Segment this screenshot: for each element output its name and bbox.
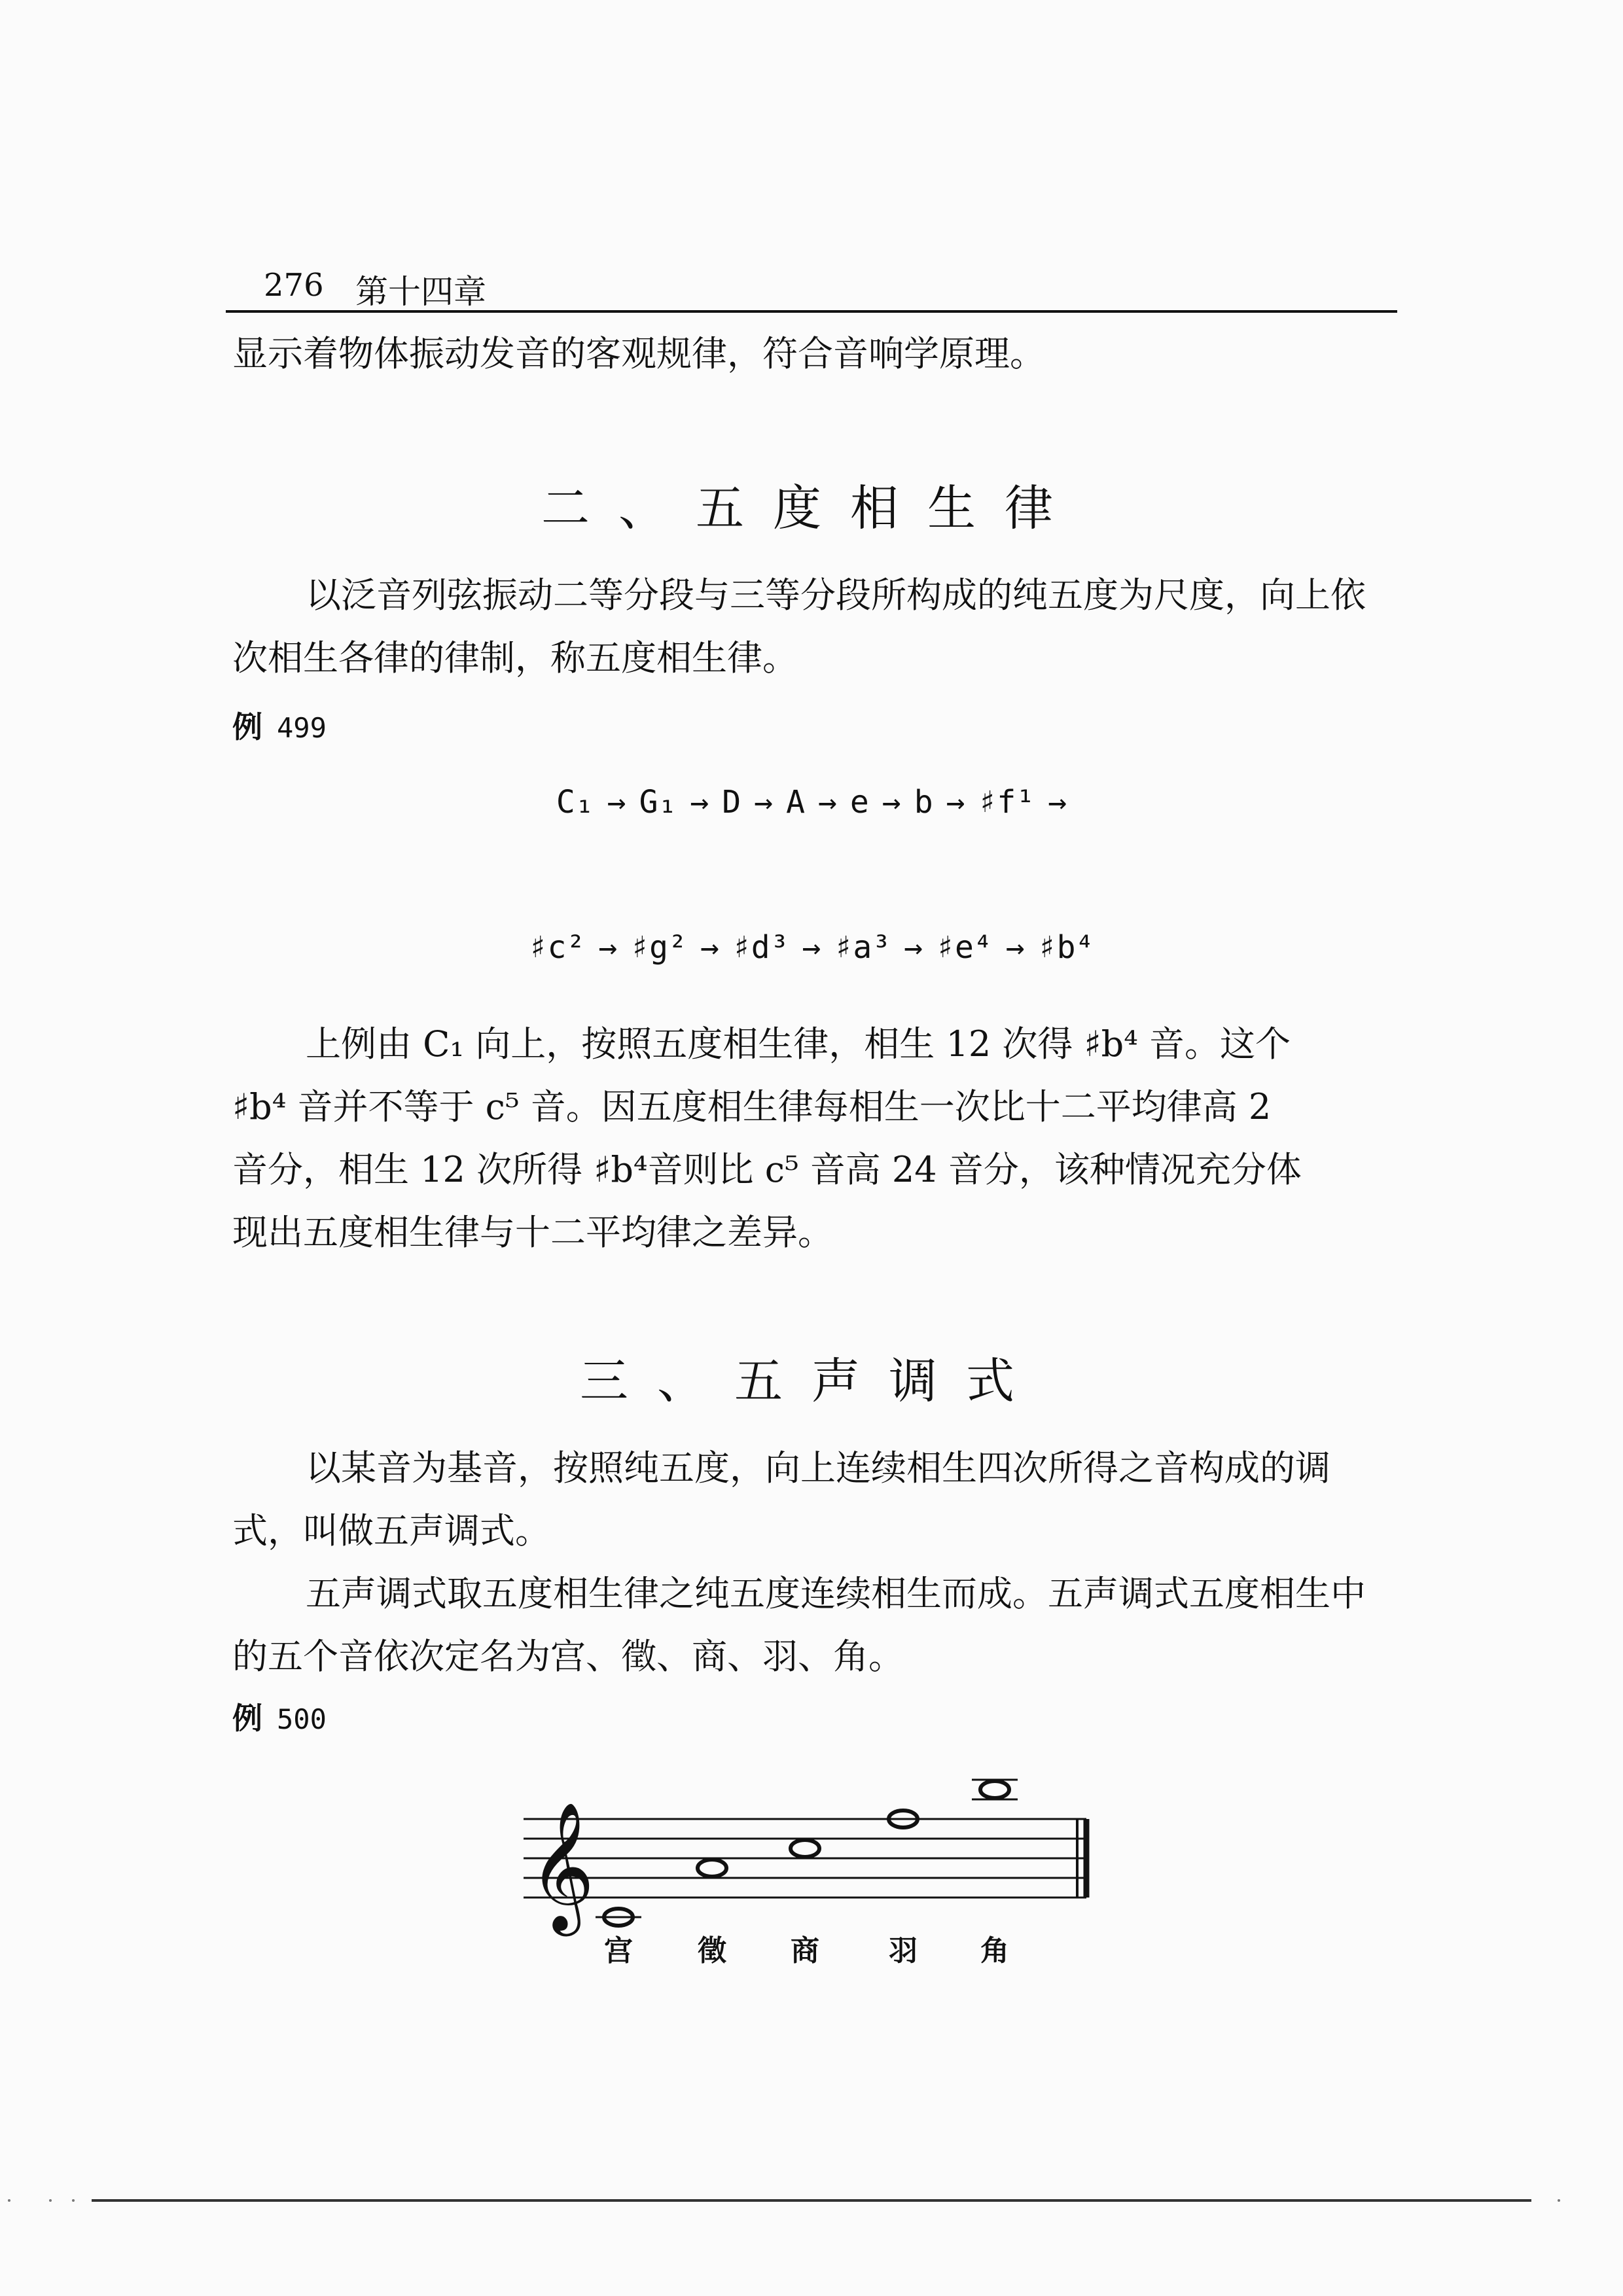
- fifths-chain-row-2: [0, 929, 1623, 966]
- chain-note: ♯c²: [528, 929, 586, 966]
- page-header: [226, 260, 1397, 313]
- chain-note: ♯e⁴: [936, 929, 993, 966]
- note-zhi: [698, 1860, 726, 1877]
- chain-arrow: →: [946, 784, 965, 821]
- chain-arrow: →: [690, 784, 709, 821]
- section2-paragraph-2-line4: 现出五度相生律与十二平均律之差异。: [232, 1212, 833, 1253]
- chapter-title: 第十四章: [355, 273, 486, 311]
- note-name-label: 徵: [698, 1934, 726, 1968]
- chain-arrow: →: [700, 929, 719, 966]
- para2-line-1: 上例由 C₁ 向上，按照五度相生律，相生 12 次得 ♯b⁴ 音。这个: [306, 1023, 1291, 1065]
- treble-clef-icon: 𝄞: [529, 1801, 595, 1931]
- chain-arrow: →: [1005, 929, 1025, 966]
- chain-arrow: →: [904, 929, 923, 966]
- note-names: [0, 1927, 1623, 1966]
- section2-paragraph-2: [232, 1013, 1384, 1076]
- chain-arrow: →: [882, 784, 901, 821]
- section2-paragraph-1: 以泛音列弦振动二等分段与三等分段所构成的纯五度为尺度，向上依次相生各律的律制，称五度相生律。: [232, 574, 1366, 679]
- example-499-label: [232, 703, 327, 747]
- section2-paragraph-2-line3: 音分，相生 12 次所得 ♯b⁴音则比 c⁵ 音高 24 音分，该种情况充分体: [232, 1149, 1302, 1190]
- chain-note: b: [914, 784, 933, 821]
- chain-note: A: [786, 784, 805, 821]
- note-name-label: 宫: [604, 1934, 633, 1968]
- example-number: 500: [277, 1703, 327, 1735]
- note-jue: [980, 1781, 1009, 1798]
- section3-paragraph-2: 五声调式取五度相生律之纯五度连续相生而成。五声调式五度相生中的五个音依次定名为宫、徵、商、羽、角。: [232, 1573, 1366, 1677]
- page-number: 276: [264, 267, 324, 304]
- chain-note: ♯g²: [630, 929, 687, 966]
- example-500-label: [232, 1695, 327, 1738]
- chain-arrow: →: [817, 784, 837, 821]
- note-name-label: 羽: [889, 1934, 918, 1968]
- chain-note: G₁: [639, 784, 677, 821]
- chain-note: C₁: [556, 784, 594, 821]
- scan-edge-line: [0, 2197, 1623, 2204]
- example-label-text: 例: [232, 709, 262, 745]
- pentatonic-staff: [517, 1767, 1106, 1937]
- chain-arrow: →: [607, 784, 626, 821]
- section3-paragraph-1: 以某音为基音，按照纯五度，向上连续相生四次所得之音构成的调式，叫做五声调式。: [232, 1447, 1330, 1551]
- example-label-text: 例: [232, 1701, 262, 1736]
- chain-note: ♯f¹: [978, 784, 1035, 821]
- chain-arrow: →: [754, 784, 774, 821]
- note-shang: [791, 1840, 819, 1857]
- chain-note: ♯b⁴: [1037, 929, 1095, 966]
- chain-arrow: →: [802, 929, 821, 966]
- note-name-label: 角: [980, 1934, 1009, 1968]
- intro-line: 显示着物体振动发音的客观规律，符合音响学原理。: [232, 333, 1045, 374]
- chain-arrow: →: [598, 929, 618, 966]
- chain-arrow: →: [1048, 784, 1067, 821]
- chain-note: ♯d³: [732, 929, 789, 966]
- chain-note: e: [849, 784, 869, 821]
- chain-note: D: [722, 784, 741, 821]
- fifths-chain-row-1: [0, 784, 1623, 821]
- section-heading-pythagorean: 二、五度相生律: [541, 480, 1082, 537]
- note-name-label: 商: [791, 1934, 819, 1968]
- section-heading-pentatonic: 三、五声调式: [580, 1353, 1043, 1409]
- chain-note: ♯a³: [834, 929, 891, 966]
- example-number: 499: [277, 712, 327, 744]
- section2-paragraph-2-line2: ♯b⁴ 音并不等于 c⁵ 音。因五度相生律每相生一次比十二平均律高 2: [232, 1086, 1272, 1127]
